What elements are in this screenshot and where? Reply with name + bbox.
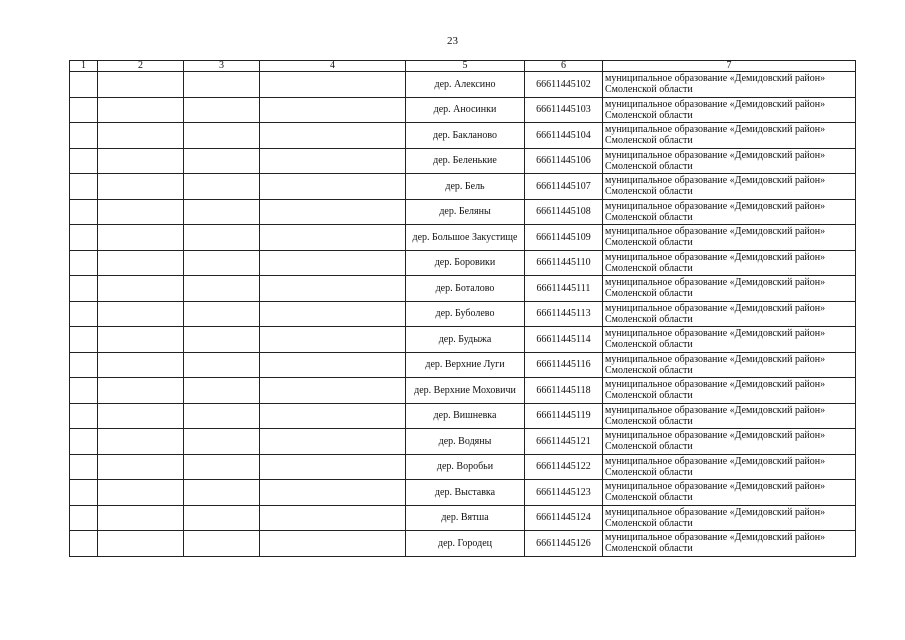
settlement-name-cell: дер. Выставка <box>406 480 525 506</box>
municipality-cell: муниципальное образование «Демидовский район» Смоленской области <box>603 97 856 123</box>
empty-cell-col-3 <box>184 225 260 251</box>
empty-cell-col-1 <box>70 505 98 531</box>
header-row <box>70 61 856 72</box>
table-row <box>70 352 856 378</box>
settlement-name-cell: дер. Беленькие <box>406 148 525 174</box>
oktmo-code-cell: 66611445103 <box>525 97 603 123</box>
empty-cell-col-3 <box>184 97 260 123</box>
empty-cell-col-3 <box>184 480 260 506</box>
empty-cell-col-3 <box>184 174 260 200</box>
oktmo-code-cell: 66611445118 <box>525 378 603 404</box>
empty-cell-col-3 <box>184 429 260 455</box>
municipality-cell: муниципальное образование «Демидовский район» Смоленской области <box>603 378 856 404</box>
empty-cell-col-3 <box>184 276 260 302</box>
municipality-cell: муниципальное образование «Демидовский район» Смоленской области <box>603 276 856 302</box>
oktmo-code-cell: 66611445113 <box>525 301 603 327</box>
empty-cell-col-4 <box>260 505 406 531</box>
oktmo-code-cell: 66611445108 <box>525 199 603 225</box>
empty-cell-col-1 <box>70 403 98 429</box>
table-row <box>70 72 856 98</box>
empty-cell-col-4 <box>260 148 406 174</box>
table-row <box>70 429 856 455</box>
empty-cell-col-2 <box>98 378 184 404</box>
table-row <box>70 301 856 327</box>
empty-cell-col-4 <box>260 352 406 378</box>
municipality-cell: муниципальное образование «Демидовский район» Смоленской области <box>603 531 856 557</box>
empty-cell-col-2 <box>98 199 184 225</box>
empty-cell-col-4 <box>260 174 406 200</box>
empty-cell-col-2 <box>98 97 184 123</box>
empty-cell-col-3 <box>184 250 260 276</box>
empty-cell-col-1 <box>70 480 98 506</box>
settlement-name-cell: дер. Буболево <box>406 301 525 327</box>
empty-cell-col-1 <box>70 148 98 174</box>
empty-cell-col-1 <box>70 72 98 98</box>
municipality-cell: муниципальное образование «Демидовский район» Смоленской области <box>603 72 856 98</box>
empty-cell-col-1 <box>70 531 98 557</box>
oktmo-code-cell: 66611445109 <box>525 225 603 251</box>
empty-cell-col-1 <box>70 123 98 149</box>
empty-cell-col-3 <box>184 454 260 480</box>
empty-cell-col-2 <box>98 429 184 455</box>
settlement-name-cell: дер. Верхние Моховичи <box>406 378 525 404</box>
settlement-name-cell: дер. Беляны <box>406 199 525 225</box>
oktmo-code-cell: 66611445121 <box>525 429 603 455</box>
empty-cell-col-3 <box>184 148 260 174</box>
oktmo-code-cell: 66611445102 <box>525 72 603 98</box>
table-row <box>70 276 856 302</box>
table-row <box>70 454 856 480</box>
table-row <box>70 480 856 506</box>
empty-cell-col-1 <box>70 327 98 353</box>
empty-cell-col-2 <box>98 505 184 531</box>
table-body <box>70 72 856 557</box>
oktmo-code-cell: 66611445110 <box>525 250 603 276</box>
header-col-6: 6 <box>525 61 603 72</box>
page-number: 23 <box>447 35 458 47</box>
empty-cell-col-1 <box>70 276 98 302</box>
municipality-cell: муниципальное образование «Демидовский район» Смоленской области <box>603 352 856 378</box>
settlement-name-cell: дер. Воробьи <box>406 454 525 480</box>
empty-cell-col-3 <box>184 531 260 557</box>
empty-cell-col-2 <box>98 352 184 378</box>
settlement-name-cell: дер. Водяны <box>406 429 525 455</box>
table-row <box>70 199 856 225</box>
oktmo-code-cell: 66611445119 <box>525 403 603 429</box>
municipality-cell: муниципальное образование «Демидовский район» Смоленской области <box>603 327 856 353</box>
municipality-cell: муниципальное образование «Демидовский район» Смоленской области <box>603 148 856 174</box>
settlement-name-cell: дер. Боровики <box>406 250 525 276</box>
municipality-cell: муниципальное образование «Демидовский район» Смоленской области <box>603 480 856 506</box>
header-col-4: 4 <box>260 61 406 72</box>
empty-cell-col-4 <box>260 429 406 455</box>
empty-cell-col-2 <box>98 225 184 251</box>
oktmo-code-cell: 66611445106 <box>525 148 603 174</box>
empty-cell-col-1 <box>70 378 98 404</box>
settlement-name-cell: дер. Алексино <box>406 72 525 98</box>
table-row <box>70 174 856 200</box>
empty-cell-col-1 <box>70 301 98 327</box>
empty-cell-col-1 <box>70 199 98 225</box>
empty-cell-col-4 <box>260 250 406 276</box>
empty-cell-col-1 <box>70 429 98 455</box>
empty-cell-col-3 <box>184 72 260 98</box>
empty-cell-col-2 <box>98 276 184 302</box>
municipality-cell: муниципальное образование «Демидовский район» Смоленской области <box>603 250 856 276</box>
empty-cell-col-2 <box>98 174 184 200</box>
oktmo-code-cell: 66611445122 <box>525 454 603 480</box>
municipality-cell: муниципальное образование «Демидовский район» Смоленской области <box>603 403 856 429</box>
settlement-name-cell: дер. Вишневка <box>406 403 525 429</box>
table-row <box>70 123 856 149</box>
municipality-cell: муниципальное образование «Демидовский район» Смоленской области <box>603 505 856 531</box>
municipality-cell: муниципальное образование «Демидовский район» Смоленской области <box>603 174 856 200</box>
empty-cell-col-3 <box>184 301 260 327</box>
settlement-name-cell: дер. Большое Закустище <box>406 225 525 251</box>
empty-cell-col-2 <box>98 454 184 480</box>
empty-cell-col-2 <box>98 301 184 327</box>
empty-cell-col-4 <box>260 123 406 149</box>
settlement-name-cell: дер. Верхние Луги <box>406 352 525 378</box>
empty-cell-col-4 <box>260 454 406 480</box>
settlements-table <box>69 60 856 557</box>
empty-cell-col-3 <box>184 199 260 225</box>
empty-cell-col-1 <box>70 352 98 378</box>
empty-cell-col-1 <box>70 225 98 251</box>
empty-cell-col-4 <box>260 531 406 557</box>
empty-cell-col-4 <box>260 276 406 302</box>
table-row <box>70 148 856 174</box>
empty-cell-col-3 <box>184 123 260 149</box>
empty-cell-col-2 <box>98 403 184 429</box>
settlement-name-cell: дер. Бель <box>406 174 525 200</box>
settlement-name-cell: дер. Городец <box>406 531 525 557</box>
oktmo-code-cell: 66611445104 <box>525 123 603 149</box>
table-header <box>70 61 856 72</box>
table-row <box>70 505 856 531</box>
empty-cell-col-2 <box>98 480 184 506</box>
empty-cell-col-2 <box>98 327 184 353</box>
empty-cell-col-4 <box>260 199 406 225</box>
table-row <box>70 327 856 353</box>
municipality-cell: муниципальное образование «Демидовский район» Смоленской области <box>603 225 856 251</box>
table-row <box>70 378 856 404</box>
empty-cell-col-4 <box>260 97 406 123</box>
empty-cell-col-4 <box>260 301 406 327</box>
municipality-cell: муниципальное образование «Демидовский район» Смоленской области <box>603 123 856 149</box>
empty-cell-col-3 <box>184 505 260 531</box>
municipality-cell: муниципальное образование «Демидовский район» Смоленской области <box>603 429 856 455</box>
municipality-cell: муниципальное образование «Демидовский район» Смоленской области <box>603 454 856 480</box>
oktmo-code-cell: 66611445116 <box>525 352 603 378</box>
empty-cell-col-1 <box>70 97 98 123</box>
header-col-1: 1 <box>70 61 98 72</box>
header-col-7: 7 <box>603 61 856 72</box>
empty-cell-col-1 <box>70 250 98 276</box>
empty-cell-col-3 <box>184 403 260 429</box>
empty-cell-col-4 <box>260 225 406 251</box>
empty-cell-col-3 <box>184 378 260 404</box>
oktmo-code-cell: 66611445107 <box>525 174 603 200</box>
oktmo-code-cell: 66611445126 <box>525 531 603 557</box>
municipality-cell: муниципальное образование «Демидовский район» Смоленской области <box>603 199 856 225</box>
table-row <box>70 531 856 557</box>
header-col-5: 5 <box>406 61 525 72</box>
empty-cell-col-2 <box>98 123 184 149</box>
settlement-name-cell: дер. Бакланово <box>406 123 525 149</box>
empty-cell-col-1 <box>70 174 98 200</box>
settlement-name-cell: дер. Вятша <box>406 505 525 531</box>
header-col-3: 3 <box>184 61 260 72</box>
table-row <box>70 225 856 251</box>
oktmo-code-cell: 66611445123 <box>525 480 603 506</box>
header-col-2: 2 <box>98 61 184 72</box>
empty-cell-col-3 <box>184 352 260 378</box>
empty-cell-col-3 <box>184 327 260 353</box>
empty-cell-col-4 <box>260 72 406 98</box>
settlement-name-cell: дер. Аносинки <box>406 97 525 123</box>
municipality-cell: муниципальное образование «Демидовский район» Смоленской области <box>603 301 856 327</box>
empty-cell-col-2 <box>98 531 184 557</box>
empty-cell-col-2 <box>98 250 184 276</box>
empty-cell-col-2 <box>98 72 184 98</box>
empty-cell-col-4 <box>260 403 406 429</box>
oktmo-code-cell: 66611445124 <box>525 505 603 531</box>
settlement-name-cell: дер. Будыжа <box>406 327 525 353</box>
oktmo-code-cell: 66611445114 <box>525 327 603 353</box>
table-row <box>70 403 856 429</box>
table-row <box>70 97 856 123</box>
empty-cell-col-4 <box>260 480 406 506</box>
empty-cell-col-4 <box>260 327 406 353</box>
empty-cell-col-1 <box>70 454 98 480</box>
table-row <box>70 250 856 276</box>
settlement-name-cell: дер. Боталово <box>406 276 525 302</box>
empty-cell-col-2 <box>98 148 184 174</box>
oktmo-code-cell: 66611445111 <box>525 276 603 302</box>
empty-cell-col-4 <box>260 378 406 404</box>
